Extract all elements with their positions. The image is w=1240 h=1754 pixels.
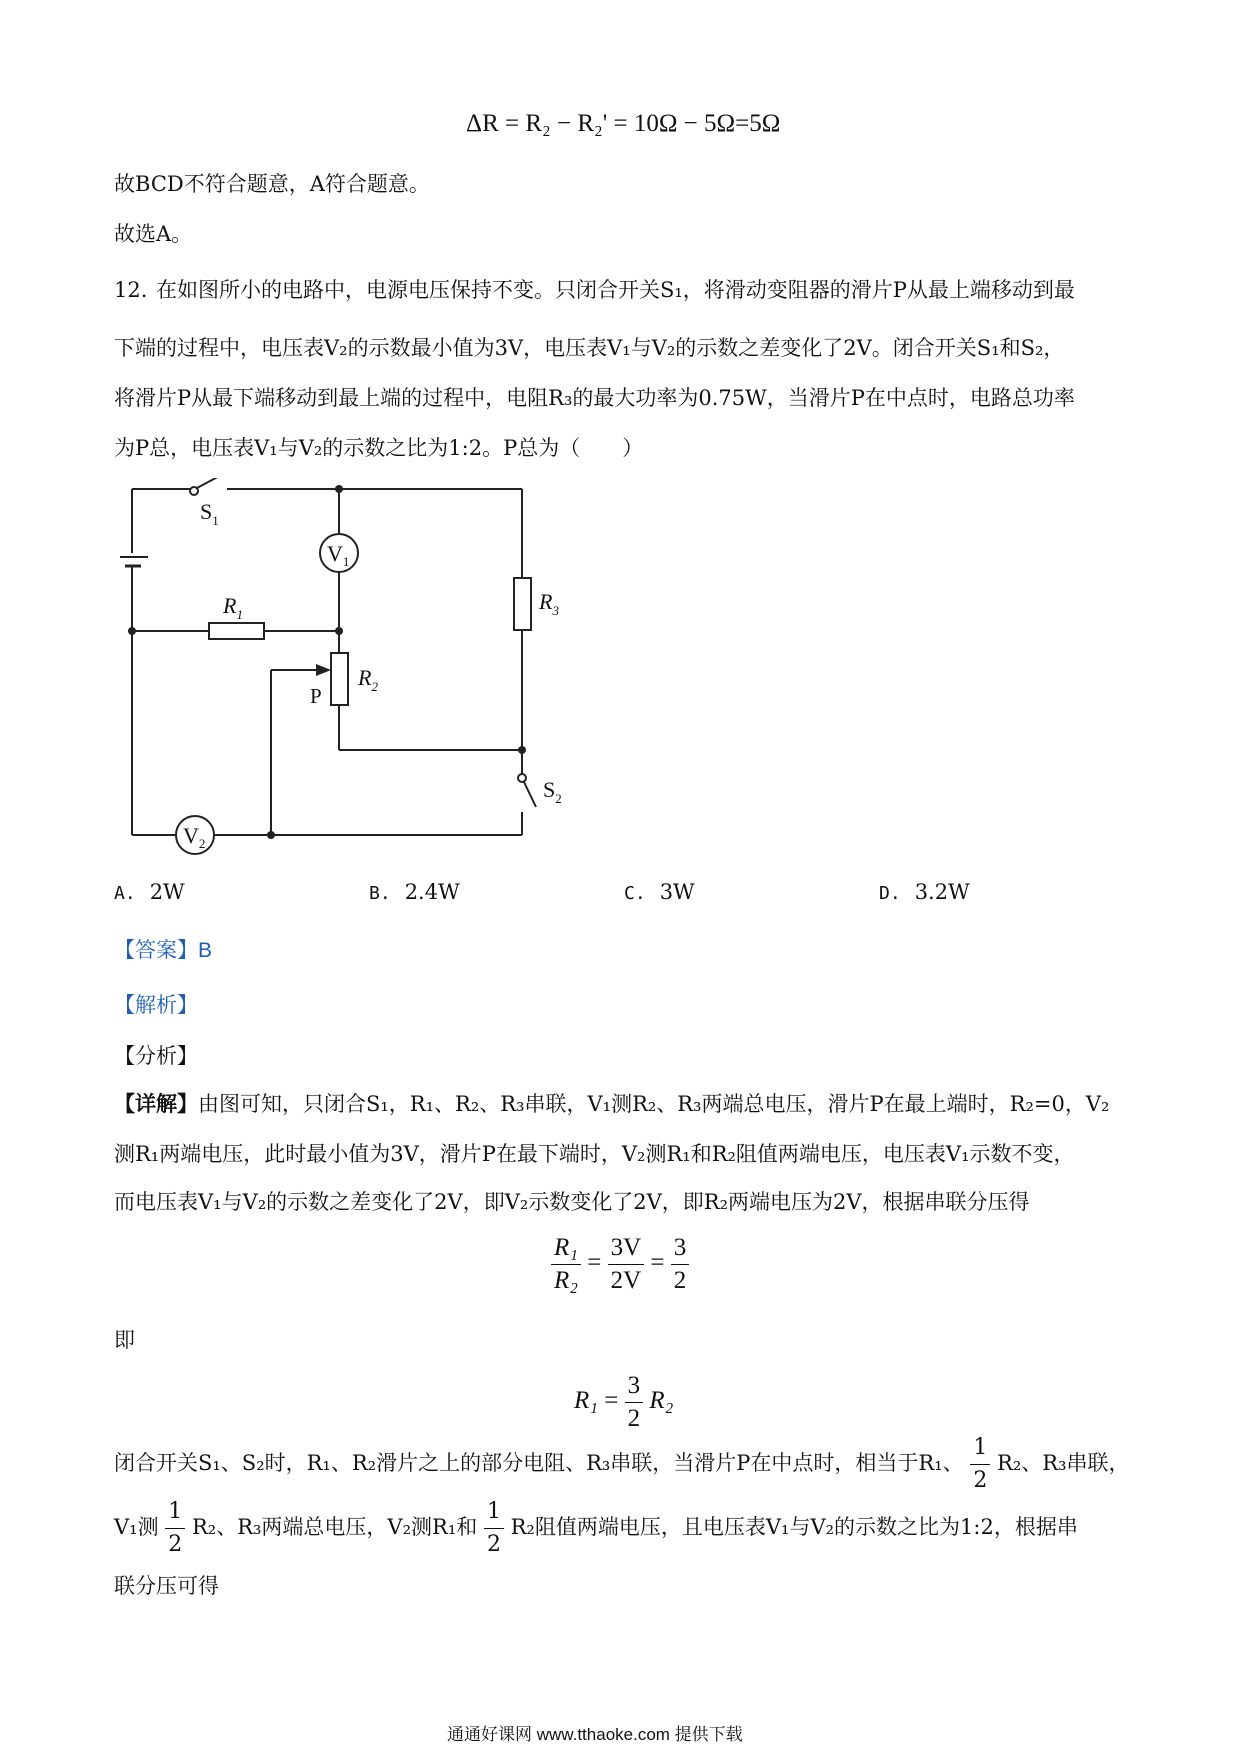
question-line-2: 下端的过程中，电压表V₂的示数最小值为3V，电压表V₁与V₂的示数之差变化了2V。闭合开关S₁和S₂， [114,336,1065,360]
circuit-diagram [120,478,600,858]
r1-symbol: R₁ [574,1387,598,1415]
slider-arrow [316,664,331,676]
label-v1: $V_1$ [327,541,350,569]
option-c [624,880,695,904]
half-fraction-1: $\frac{1}{2}$ [970,1432,990,1497]
option-b-text: 2.4W [404,880,460,904]
option-d-text: 3.2W [914,880,970,904]
option-b-label: B. [369,883,391,904]
ratio-r1-r2: $\frac{\text{R₁}}{\text{R₂}}$ [551,1232,581,1297]
analysis-tag: 【解析】 [114,994,198,1017]
ji-line: 即 [114,1328,135,1352]
half-fraction-2: $\frac{1}{2}$ [165,1496,185,1561]
question-number: 12. [114,278,148,302]
r1-equation [574,1370,673,1435]
option-c-text: 3W [659,880,695,904]
junction-bottom [267,831,275,839]
detail-line-1 [114,1090,1109,1118]
ratio-eq-2: = [650,1249,665,1277]
delta-r-equation: ΔR = R₂ − R₂' = 10Ω − 5Ω=5Ω [466,110,781,137]
option-d [879,880,970,904]
question-line-4: 为P总，电压表V₁与V₂的示数之比为1:2。P总为（ ） [114,436,644,460]
label-r2: $R_2$ [358,665,378,694]
switch-s1-blade [197,478,225,488]
answer-value: B [198,939,213,962]
label-v2: $V_2$ [183,823,206,851]
option-a [114,880,185,904]
detail-line-2: 测R₁两端电压，此时最小值为3V，滑片P在最下端时，V₂测R₁和R₂阻值两端电压，电压表V₁示数不变， [114,1142,1075,1166]
ratio-eq-1: = [587,1249,602,1277]
fenxi-tag: 【分析】 [114,1044,198,1068]
r1-eq-sign: = [604,1387,619,1415]
label-p: P [310,684,322,708]
resistor-r3 [514,578,531,630]
ratio-voltages: $\frac{3V}{2V}$ [608,1232,645,1297]
detail-line-3: 而电压表V₁与V₂的示数之差变化了2V，即V₂示数变化了2V，即R₂两端电压为2V，根据串联分压得 [114,1190,1030,1214]
answer-tag: 【答案】 [114,939,198,962]
switch-s1-pivot [190,487,198,495]
resistor-r1 [209,623,264,639]
detail-tag: 【详解】 [114,1091,198,1116]
option-a-label: A. [114,883,136,904]
ratio-value: $\frac{3}{2}$ [671,1232,690,1297]
resistor-r2 [331,653,348,705]
answer-line [114,936,212,965]
half-fraction-3: $\frac{1}{2}$ [484,1496,504,1561]
switch-s2-blade [524,782,536,807]
conclusion-line: 故BCD不符合题意，A符合题意。 [114,172,430,196]
option-d-label: D. [879,883,901,904]
r1-fraction: $\frac{3}{2}$ [625,1370,644,1435]
choice-line: 故选A。 [114,222,193,246]
question-line-1: 在如图所小的电路中，电源电压保持不变。只闭合开关S₁，将滑动变阻器的滑片P从最上端移动到最 [156,278,1075,302]
label-r1: $R_1$ [223,593,243,622]
switch-s2-pivot [518,774,526,782]
option-c-label: C. [624,883,646,904]
closing-line-3: 联分压可得 [114,1574,219,1598]
ratio-equation [551,1232,689,1297]
footer-watermark: 通通好课网 www.tthaoke.com 提供下载 [447,1725,743,1744]
detail-text-1: 由图可知，只闭合S₁，R₁、R₂、R₃串联，V₁测R₂、R₃两端总电压，滑片P在最上端时，R₂=0，V₂ [198,1092,1110,1116]
option-a-text: 2W [149,880,185,904]
option-b [369,880,460,904]
question-line-3: 将滑片P从最下端移动到最上端的过程中，电阻R₃的最大功率为0.75W，当滑片P在中点时，电路总功率 [114,386,1075,410]
label-r3: $R_3$ [539,589,559,618]
label-s2: $S_2$ [543,777,562,806]
r2-symbol: R₂ [649,1387,674,1415]
closing-line-2: V₁测 $\frac{1}{2}$ R₂、R₃两端总电压，V₂测R₁和 $\frac{1}{2}$ R₂阻值两端电压，且电压表V₁与V₂的示数之比为1:2，根据串 [114,1496,1078,1561]
label-s1: $S_1$ [200,499,219,528]
closing-line-1: 闭合开关S₁、S₂时，R₁、R₂滑片之上的部分电阻、R₃串联，当滑片P在中点时，相当于R₁、 $\frac{1}{2}$ R₂、R₃串联， [114,1432,1130,1497]
